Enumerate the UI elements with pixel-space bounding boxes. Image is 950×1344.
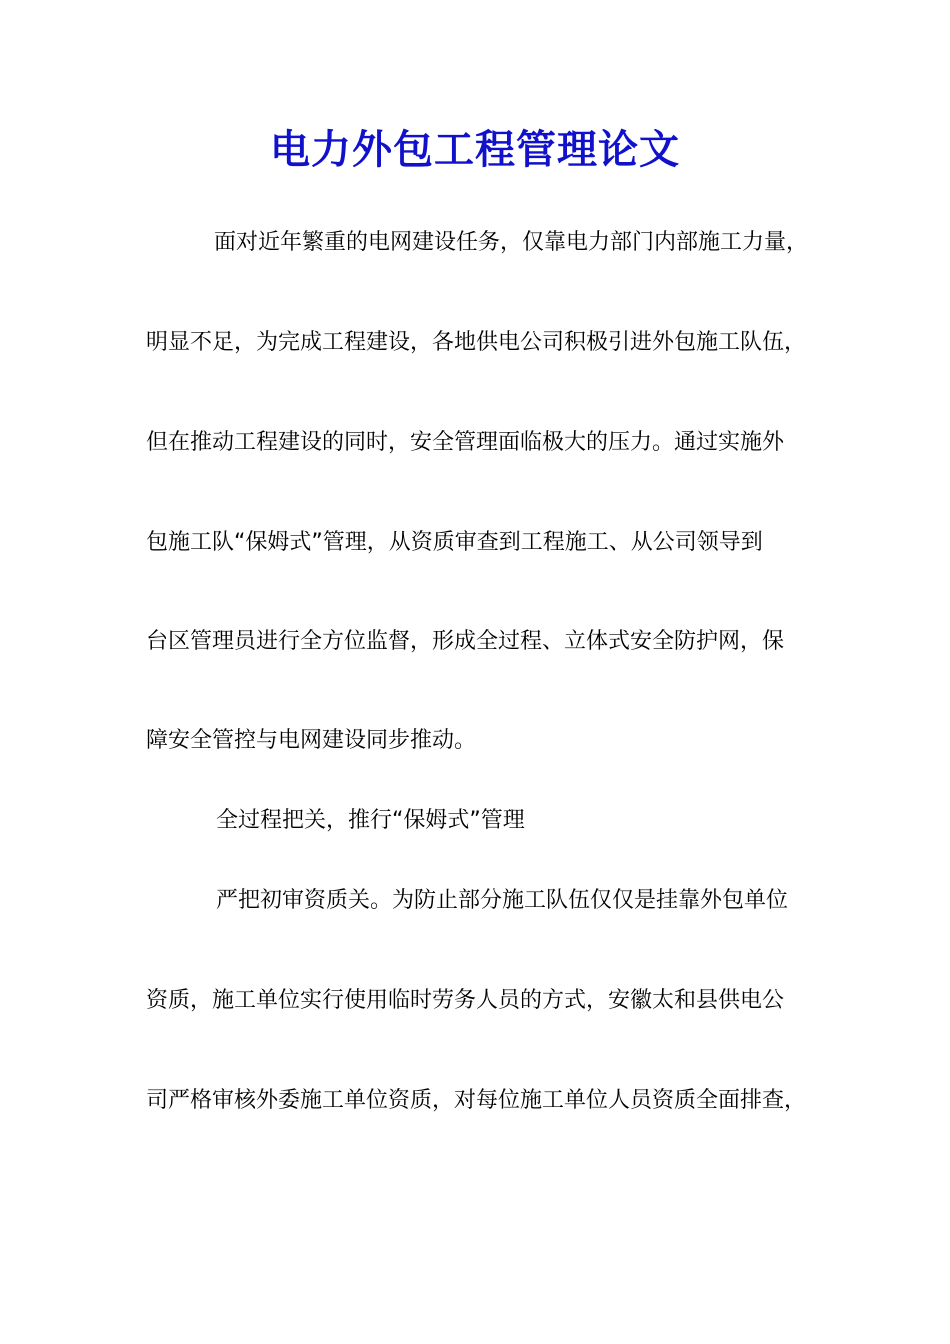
paragraph-line: 台区管理员进行全方位监督，形成全过程、立体式安全防护网，保: [146, 629, 785, 654]
paragraph-line: 障安全管控与电网建设同步推动。: [146, 728, 477, 753]
paragraph-line: 司严格审核外委施工单位资质，对每位施工单位人员资质全面排查，: [146, 1088, 807, 1113]
paragraph-line: 包施工队“保姆式”管理，从资质审查到工程施工、从公司领导到: [146, 530, 763, 555]
paragraph-line: 但在推动工程建设的同时，安全管理面临极大的压力。通过实施外: [146, 430, 785, 455]
document-title: 电力外包工程管理论文: [270, 126, 680, 173]
paragraph-line: 面对近年繁重的电网建设任务，仅靠电力部门内部施工力量，: [214, 230, 809, 255]
paragraph-line: 资质，施工单位实行使用临时劳务人员的方式，安徽太和县供电公: [146, 988, 785, 1013]
section-heading: 全过程把关，推行“保姆式”管理: [216, 808, 525, 833]
paragraph-line: 严把初审资质关。为防止部分施工队伍仅仅是挂靠外包单位: [216, 888, 789, 913]
paragraph-line: 明显不足，为完成工程建设，各地供电公司积极引进外包施工队伍，: [146, 330, 807, 355]
